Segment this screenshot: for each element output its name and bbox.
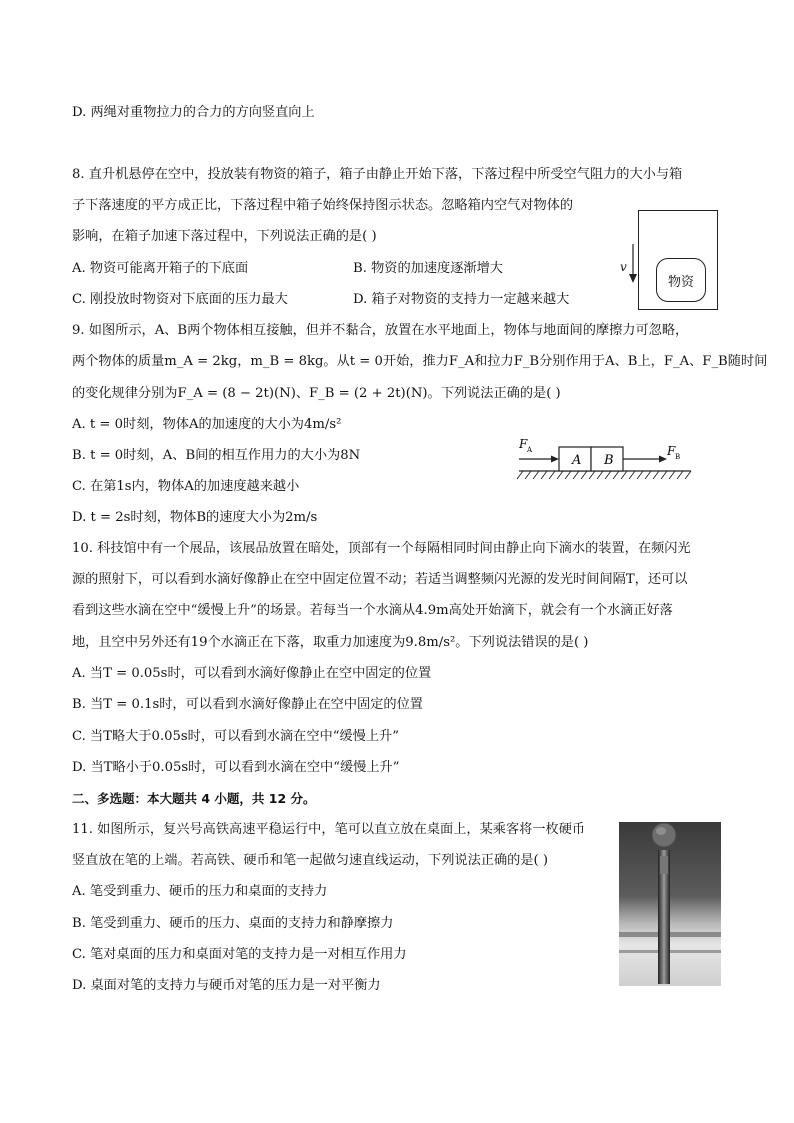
falling-box-figure [612,210,718,310]
q9-option-b: B. t = 0时刻，A、B间的相互作用力的大小为8N [72,448,361,463]
q8-stem-line-1: 8. 直升机悬停在空中，投放装有物资的箱子，箱子由静止开始下落，下落过程中所受空气阻力的大小与箱 [72,167,683,182]
q10-stem-line-1: 10. 科技馆中有一个展品，该展品放置在暗处，顶部有一个每隔相同时间由静止向下滴水的装置，在频闪光 [72,541,691,556]
velocity-label: v [620,260,627,274]
q11-option-d: D. 桌面对笔的支持力与硬币对笔的压力是一对平衡力 [72,978,381,993]
q9-option-d: D. t = 2s时刻，物体B的速度大小为2m/s [72,510,318,525]
q11-option-c: C. 笔对桌面的压力和桌面对笔的支持力是一对相互作用力 [72,947,407,962]
q11-stem-line-1: 11. 如图所示，复兴号高铁高速平稳运行中，笔可以直立放在桌面上，某乘客将一枚硬币 [72,822,586,837]
q9-option-a: A. t = 0时刻，物体A的加速度的大小为4m/s² [72,417,342,432]
q9-stem-line-3: 的变化规律分别为F_A = (8 − 2t)(N)、F_B = (2 + 2t)(N)。下列说法正确的是( ) [72,386,561,401]
q11-option-b: B. 笔受到重力、硬币的压力、桌面的支持力和静摩擦力 [72,916,394,931]
force-a-subscript: A [527,446,533,454]
q10-option-c: C. 当T略大于0.05s时，可以看到水滴在空中“缓慢上升” [72,729,399,744]
q10-stem-line-2: 源的照射下，可以看到水滴好像静止在空中固定位置不动；若适当调整频闪光源的发光时间间隔T，还可以 [72,572,688,587]
q10-option-a: A. 当T = 0.05s时，可以看到水滴好像静止在空中固定的位置 [72,666,432,681]
q8-option-c: C. 刚投放时物资对下底面的压力最大 [72,292,288,307]
force-a-label: F [519,437,528,451]
q9-stem-line-2: 两个物体的质量m_A = 2kg，m_B = 8kg。从t = 0开始，推力F_A和拉力F_B分别作用于A、B上，F_A、F_B随时间 [72,354,768,369]
q9-option-c: C. 在第1s内，物体A的加速度越来越小 [72,479,300,494]
velocity-arrow-icon [628,244,638,284]
cargo-label: 物资 [656,258,706,302]
q10-option-d: D. 当T略小于0.05s时，可以看到水滴在空中“缓慢上升” [72,760,400,775]
blocks-diagram [515,435,695,487]
q8-option-b: B. 物资的加速度逐渐增大 [353,261,503,276]
force-b-label: F [667,444,676,458]
coin-on-pen-photo [619,822,721,986]
q8-stem-line-2: 子下落速度的平方成正比，下落过程中箱子始终保持图示状态。忽略箱内空气对物体的 [72,198,574,213]
q8-option-a: A. 物资可能离开箱子的下底面 [72,261,249,276]
ground-hatching [517,471,691,479]
q11-stem-line-2: 竖直放在笔的上端。若高铁、硬币和笔一起做匀速直线运动，下列说法正确的是( ) [72,853,549,868]
q11-option-a: A. 笔受到重力、硬币的压力和桌面的支持力 [72,884,328,899]
q10-stem-line-4: 地，且空中另外还有19个水滴正在下落，取重力加速度为9.8m/s²。下列说法错误的是( ) [72,635,589,650]
force-b-subscript: B [675,453,681,461]
blocks-figure [515,435,695,487]
q7-option-d: D. 两绳对重物拉力的合力的方向竖直向上 [72,105,315,120]
q8-option-d: D. 箱子对物资的支持力一定越来越大 [353,292,570,307]
q8-stem-line-3: 影响，在箱子加速下落过程中，下列说法正确的是( ) [72,229,377,244]
q10-stem-line-3: 看到这些水滴在空中“缓慢上升”的场景。若每当一个水滴从4.9m高处开始滴下，就会有一个水滴正好落 [72,603,673,618]
q9-stem-line-1: 9. 如图所示，A、B两个物体相互接触，但并不黏合，放置在水平地面上，物体与地面间的摩擦力可忽略， [72,323,689,338]
block-a-label: A [572,453,582,468]
section-2-title: 二、多选题：本大题共 4 小题，共 12 分。 [72,791,316,806]
block-b-label: B [604,453,614,468]
coin [652,823,676,847]
photo-image [619,822,721,986]
q10-option-b: B. 当T = 0.1s时，可以看到水滴好像静止在空中固定的位置 [72,697,423,712]
